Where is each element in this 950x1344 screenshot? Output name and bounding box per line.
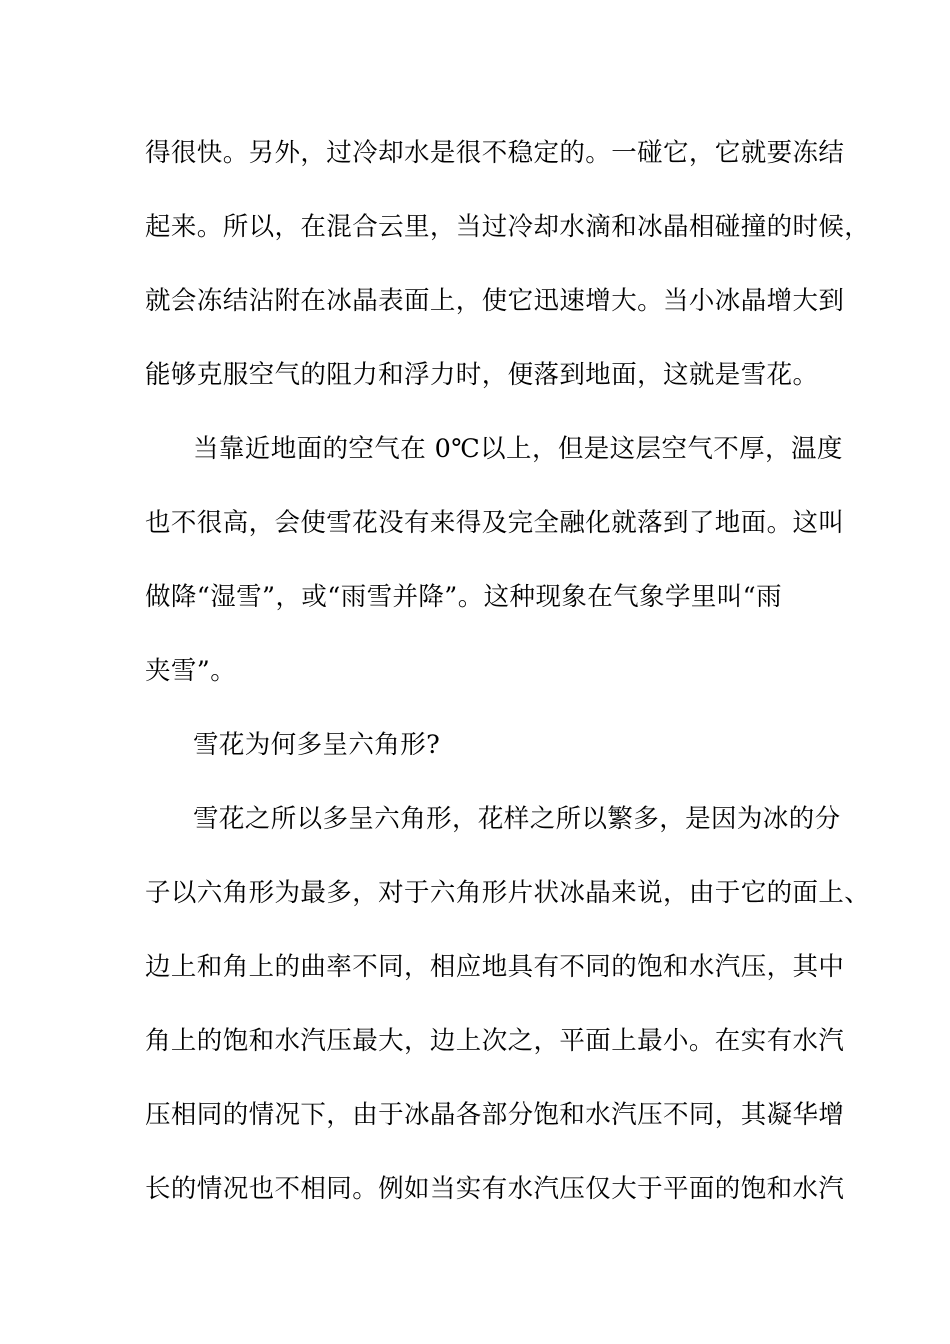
text-line: 压相同的情况下，由于冰晶各部分饱和水汽压不同，其凝华增 xyxy=(145,1100,845,1130)
text-line: 当靠近地面的空气在 0℃以上，但是这层空气不厚，温度 xyxy=(193,434,843,464)
text-line: 角上的饱和水汽压最大，边上次之，平面上最小。在实有水汽 xyxy=(145,1026,845,1056)
text-line: 做降“湿雪”，或“雨雪并降”。这种现象在气象学里叫“雨 xyxy=(145,582,782,612)
text-line: 能够克服空气的阻力和浮力时，便落到地面，这就是雪花。 xyxy=(145,360,819,390)
text-line: 得很快。另外，过冷却水是很不稳定的。一碰它，它就要冻结 xyxy=(145,138,845,168)
section-heading: 雪花为何多呈六角形? xyxy=(193,730,441,760)
text-line: 起来。所以，在混合云里，当过冷却水滴和冰晶相碰撞的时候， xyxy=(145,212,871,242)
text-line: 也不很高，会使雪花没有来得及完全融化就落到了地面。这叫 xyxy=(145,508,845,538)
text-line: 雪花之所以多呈六角形，花样之所以繁多，是因为冰的分 xyxy=(193,804,841,834)
text-line: 长的情况也不相同。例如当实有水汽压仅大于平面的饱和水汽 xyxy=(145,1174,845,1204)
text-line: 夹雪”。 xyxy=(145,656,237,686)
text-line: 边上和角上的曲率不同，相应地具有不同的饱和水汽压，其中 xyxy=(145,952,845,982)
text-line: 就会冻结沾附在冰晶表面上，使它迅速增大。当小冰晶增大到 xyxy=(145,286,845,316)
text-line: 子以六角形为最多，对于六角形片状冰晶来说，由于它的面上、 xyxy=(145,878,871,908)
